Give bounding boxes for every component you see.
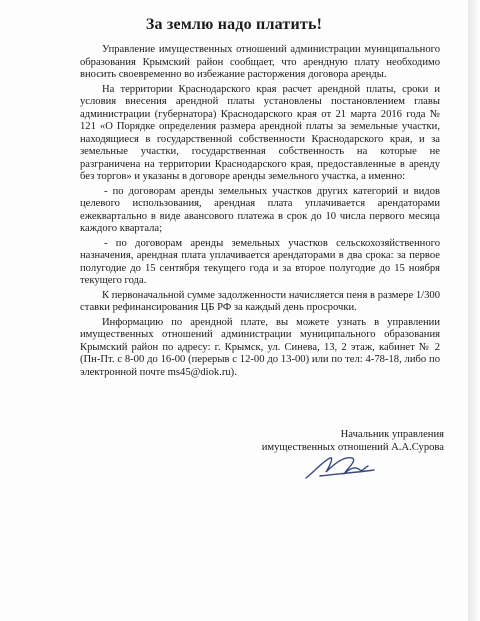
scan-edge — [468, 0, 480, 621]
paragraph-agricultural-terms: - по договорам аренды земельных участков сельскохозяйственного назначения, арендная плата уплачивается арендаторами в два срока: за первое полугодие до 15 сентября текущего года и за второе полугодие до 15 ноября текущего года. — [80, 237, 440, 286]
signatory-name: имущественных отношений А.А.Сурова — [261, 442, 444, 453]
document-title: За землю надо платить! — [145, 16, 323, 33]
handwritten-signature — [300, 448, 380, 484]
paragraph-regulation: На территории Краснодарского края расчет арендной платы, сроки и условия внесения арендной платы установлены постановлением главы администрации (губернатора) Краснодарского края от 21 марта 2016 года № 121 «О Порядке определения размера арендной платы за земельные участки, находящиеся в государственной собственности Краснодарского края, и за земельные участки, государственная собственность на которые не разграничена на территории Краснодарского края, предоставленные в аренду без торгов» и указаны в договоре аренды земельного участка, а именно: — [80, 83, 440, 182]
paragraph-contact-info: Информацию по арендной плате, вы можете узнать в управлении имущественных отношений администрации муниципального образования Крымский район по адресу: г. Крымск, ул. Синева, 13, 2 этаж, кабинет № 2 (Пн-Пт. с 8-00 до 16-00 (перерыв с 12-00 до 13-00) или по тел: 4-78-18, либо по электронной почте ms45@diok.ru). — [80, 316, 440, 378]
paragraph-quarterly-terms: - по договорам аренды земельных участков других категорий и видов целевого использования, арендная плата уплачивается арендаторами ежеквартально в виде авансового платежа в срок до 10 числа первого месяца каждого квартала; — [80, 185, 440, 234]
signatory-position: Начальник управления — [340, 429, 444, 440]
document-body — [80, 44, 440, 381]
paragraph-penalty: К первоначальной сумме задолженности начисляется пеня в размере 1/300 ставки рефинансирования ЦБ РФ за каждый день просрочки. — [80, 289, 440, 313]
paragraph-intro: Управление имущественных отношений администрации муниципального образования Крымский район сообщает, что арендную плату необходимо вносить своевременно во избежание расторжения договора аренды. — [80, 44, 440, 80]
